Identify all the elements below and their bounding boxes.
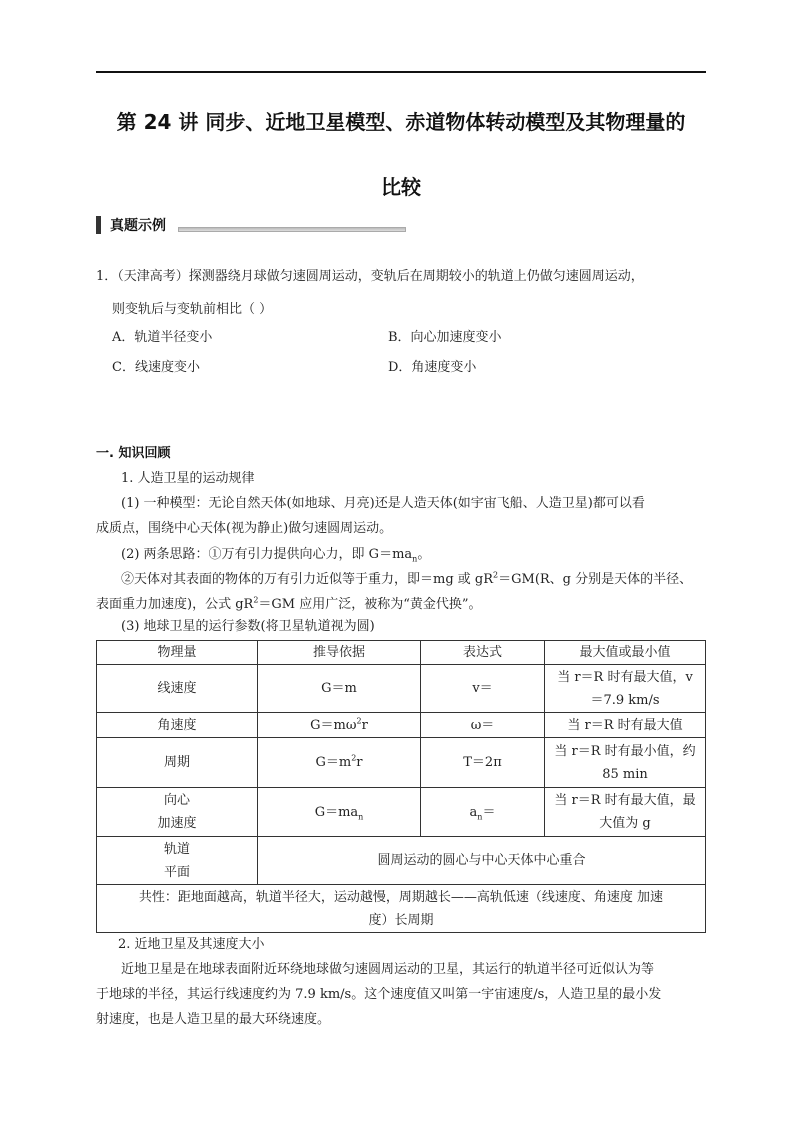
paragraph: 表面重力加速度)，公式 $gR^2=GM$ 应用广泛，被称为“黄金代换”。 [96,595,482,612]
table-cell: 轨道 平面 [97,837,258,885]
paragraph: 近地卫星是在地球表面附近环绕地球做匀速圆周运动的卫星，其运行的轨道半径可近似认为等 [121,962,655,977]
header-rule [96,71,706,73]
section-marker [96,216,101,234]
table-cell: T＝2π [421,738,545,788]
question-text: 1．（天津高考）探测器绕月球做匀速圆周运动，变轨后在周期较小的轨道上仍做匀速圆周运动， [96,269,644,284]
table-cell: $G=ma_n$ [258,788,421,837]
option-b: B．向心加速度变小 [388,330,502,345]
table-header-cell: 表达式 [421,641,545,665]
option-c: C．线速度变小 [112,360,200,375]
table-cell: $G=m\omega^2r$ [258,713,421,738]
table-cell: 当 r＝R 时有最小值，约 85 min [545,738,706,788]
option-a: A．轨道半径变小 [112,330,213,345]
table-cell: 向心 加速度 [97,788,258,837]
table-header-cell: 推导依据 [258,641,421,665]
table-cell-merged: 圆周运动的圆心与中心天体中心重合 [258,837,706,885]
table-cell: 当 r＝R 时有最大值，最 大值为 g [545,788,706,837]
table-row [97,665,706,713]
section-header [96,214,406,236]
paragraph: 成质点，围绕中心天体(视为静止)做匀速圆周运动。 [96,521,393,536]
table-cell: 当 r＝R 时有最大值 [545,713,706,738]
table-row-summary [97,885,706,933]
table-cell: G＝m [258,665,421,713]
paragraph: (2) 两条思路：①万有引力提供向心力，即 $G=ma_n$。 [121,547,431,564]
page-title: 第 24 讲 同步、近地卫星模型、赤道物体转动模型及其物理量的 [116,110,686,134]
paragraph: 射速度，也是人造卫星的最大环绕速度。 [96,1012,331,1027]
table-header-row [97,641,706,665]
table-cell: 线速度 [97,665,258,713]
table-cell: v＝ [421,665,545,713]
table-row [97,738,706,788]
table-header-cell: 最大值或最小值 [545,641,706,665]
review-heading: 一. 知识回顾 [96,446,171,461]
table-cell: 角速度 [97,713,258,738]
table-row [97,837,706,885]
table-caption: (3) 地球卫星的运行参数(将卫星轨道视为圆) [121,619,375,634]
table-cell: $a_n=$ [421,788,545,837]
subsection-title: 2. 近地卫星及其速度大小 [118,937,265,952]
table-row [97,788,706,837]
page-title-continued: 比较 [381,175,421,199]
paragraph: ②天体对其表面的物体的万有引力近似等于重力，即＝mg 或 $gR^2=GM(R$、g 分别是天体的半径、 [121,570,693,587]
table-cell: $G=m^2r$ [258,738,421,788]
table-cell-summary: 共性：距地面越高，轨道半径大，运动越慢，周期越长——高轨低速（线速度、角速度 加速 度）长周期 [97,885,706,933]
question-text-continued: 则变轨后与变轨前相比（ ） [112,302,273,317]
subsection-title: 1. 人造卫星的运动规律 [121,471,255,486]
section-header-label: 真题示例 [110,218,166,234]
table-header-cell: 物理量 [97,641,258,665]
table-cell: 当 r＝R 时有最大值，v ＝7.9 km/s [545,665,706,713]
table-cell: ω＝ [421,713,545,738]
satellite-parameters-table [96,640,706,933]
section-underline [178,227,406,232]
table-row [97,713,706,738]
option-d: D．角速度变小 [388,360,477,375]
paragraph: 于地球的半径，其运行线速度约为 7.9 km/s。这个速度值又叫第一宇宙速度/s，人造卫星的最小发 [96,987,662,1002]
table-cell: 周期 [97,738,258,788]
paragraph: (1) 一种模型：无论自然天体(如地球、月亮)还是人造天体(如宇宙飞船、人造卫星)都可以看 [121,496,645,511]
